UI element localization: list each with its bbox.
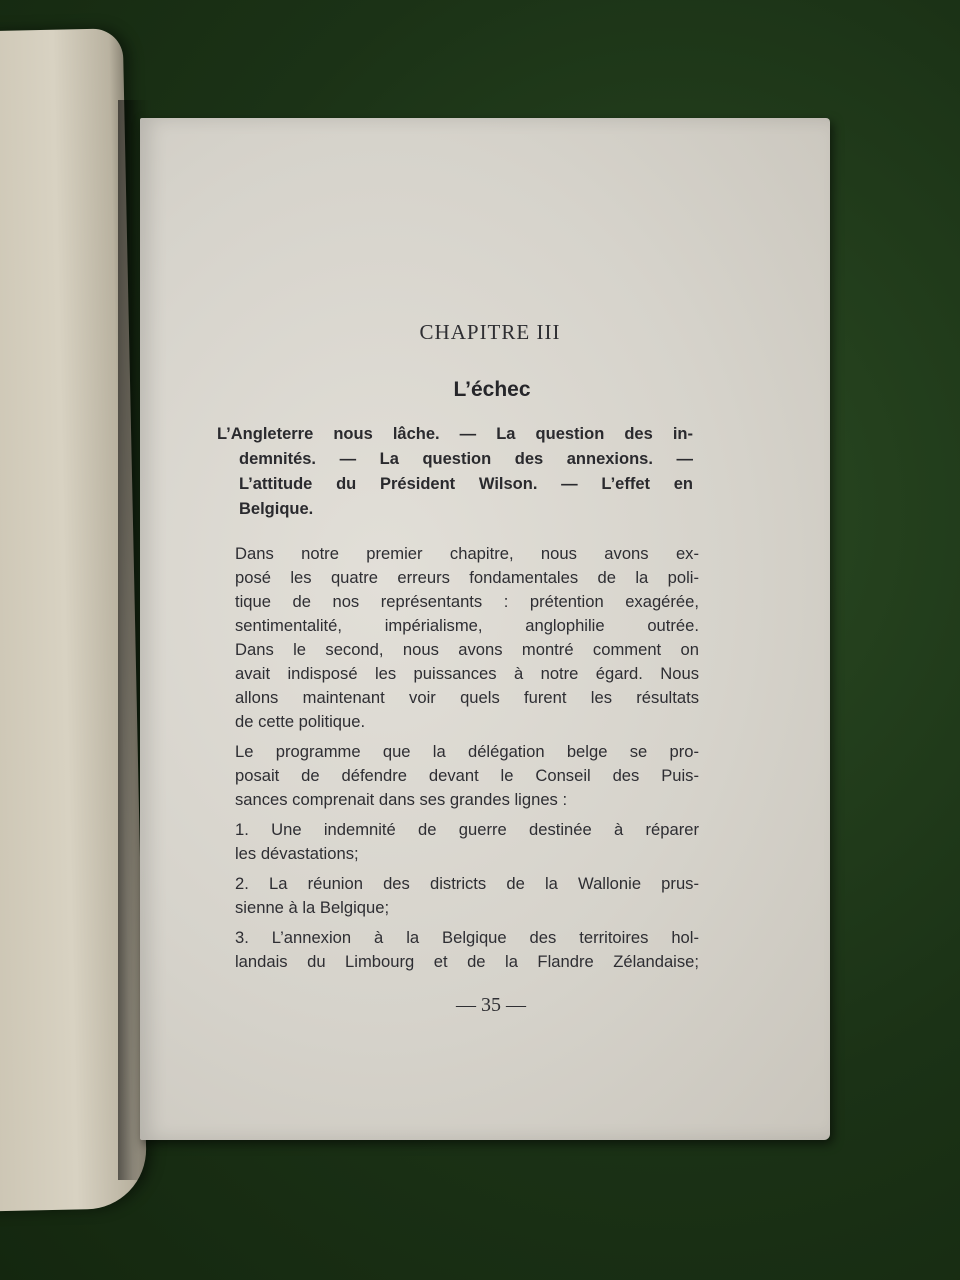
chapter-summary bbox=[217, 422, 693, 522]
text-line: sances comprenait dans ses grandes lignes : bbox=[235, 790, 568, 809]
text-line: sentimentalité, impérialisme, anglophilie outrée. bbox=[235, 616, 699, 635]
summary-line: demnités. — La question des annexions. — bbox=[239, 450, 693, 468]
text-line: de cette politique. bbox=[235, 712, 366, 731]
text-line: landais du Limbourg et de la Flandre Zélandaise; bbox=[235, 952, 699, 971]
text-line: allons maintenant voir quels furent les résultats bbox=[235, 688, 699, 707]
text-line: les dévastations; bbox=[235, 844, 359, 863]
text-line: tique de nos représentants : prétention exagérée, bbox=[235, 592, 699, 611]
summary-line: L’Angleterre nous lâche. — La question des in- bbox=[217, 425, 693, 443]
text-line: sienne à la Belgique; bbox=[235, 898, 390, 917]
text-line: 3. L’annexion à la Belgique des territoires hol- bbox=[235, 928, 699, 947]
text-line: 1. Une indemnité de guerre destinée à réparer bbox=[235, 820, 699, 839]
text-line: avait indisposé les puissances à notre égard. Nous bbox=[235, 664, 699, 683]
list-item bbox=[213, 872, 699, 920]
page-number: — 35 — bbox=[456, 994, 526, 1016]
list-item bbox=[213, 818, 699, 866]
paragraph bbox=[213, 740, 699, 812]
list-item bbox=[213, 926, 699, 974]
body-text bbox=[213, 542, 699, 980]
text-line: posé les quatre erreurs fondamentales de la poli- bbox=[235, 568, 699, 587]
book-page bbox=[140, 118, 830, 1140]
summary-line: Belgique. bbox=[239, 500, 314, 518]
summary-line: L’attitude du Président Wilson. — L’effet en bbox=[239, 475, 693, 493]
text-line: 2. La réunion des districts de la Wallonie prus- bbox=[235, 874, 699, 893]
text-line: posait de défendre devant le Conseil des Puis- bbox=[235, 766, 699, 785]
text-line: Dans le second, nous avons montré comment on bbox=[235, 640, 699, 659]
chapter-heading: CHAPITRE III bbox=[419, 320, 561, 344]
chapter-title: L’échec bbox=[453, 378, 531, 401]
text-line: Le programme que la délégation belge se pro- bbox=[235, 742, 699, 761]
paragraph bbox=[213, 542, 699, 734]
text-line: Dans notre premier chapitre, nous avons ex- bbox=[235, 544, 699, 563]
